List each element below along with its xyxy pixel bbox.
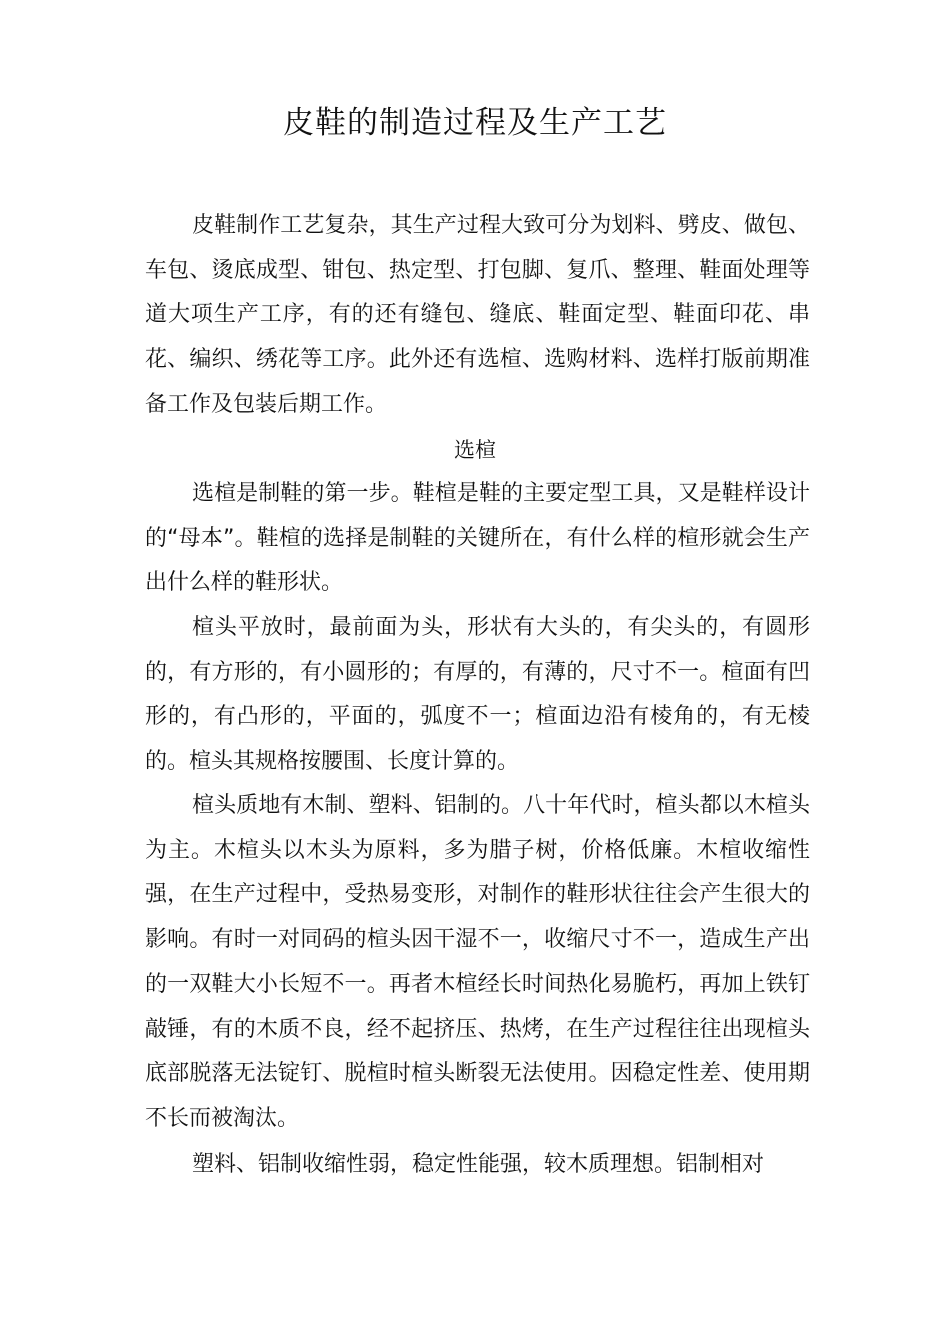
body-paragraph: 楦头质地有木制、塑料、铝制的。八十年代时，楦头都以木楦头为主。木楦头以木头为原料，多为腊子树，价格低廉。木楦收缩性强，在生产过程中，受热易变形，对制作的鞋形状往往会产生很大的影响。有时一对同码的楦头因干湿不一，收缩尺寸不一，造成生产出的一双鞋大小长短不一。再者木楦经长时间热化易脆朽，再加上铁钉敲锤，有的木质不良，经不起挤压、热烤，在生产过程往往出现楦头底部脱落无法锭钉、脱楦时楦头断裂无法使用。因稳定性差、使用期不长而被淘汰。: [145, 793, 810, 1131]
intro-paragraph: 皮鞋制作工艺复杂，其生产过程大致可分为划料、劈皮、做包、车包、烫底成型、钳包、热定型、打包脚、复爪、整理、鞋面处理等 道大项生产工序，有的还有缝包、缝底、鞋面定型、鞋面印花、串花、编织、绣花等工序。此外还有选楦、选购材料、选样打版前期准备工作及包装后期工作。: [145, 213, 855, 417]
document-title: 皮鞋的制造过程及生产工艺: [283, 105, 667, 141]
body-paragraph: 选楦是制鞋的第一步。鞋楦是鞋的主要定型工具，又是鞋样设计的“母本”。鞋楦的选择是制鞋的关键所在，有什么样的楦形就会生产出什么样的鞋形状。: [145, 481, 810, 596]
section-heading: 选楦: [454, 438, 496, 462]
body-paragraph: 塑料、铝制收缩性弱，稳定性能强，较木质理想。铝制相对: [192, 1152, 765, 1177]
body-paragraph: 楦头平放时，最前面为头，形状有大头的，有尖头的，有圆形的，有方形的，有小圆形的；有厚的，有薄的，尺寸不一。楦面有凹形的，有凸形的，平面的，弧度不一；楦面边沿有棱角的，有无棱的。楦头其规格按腰围、长度计算的。: [145, 615, 810, 775]
